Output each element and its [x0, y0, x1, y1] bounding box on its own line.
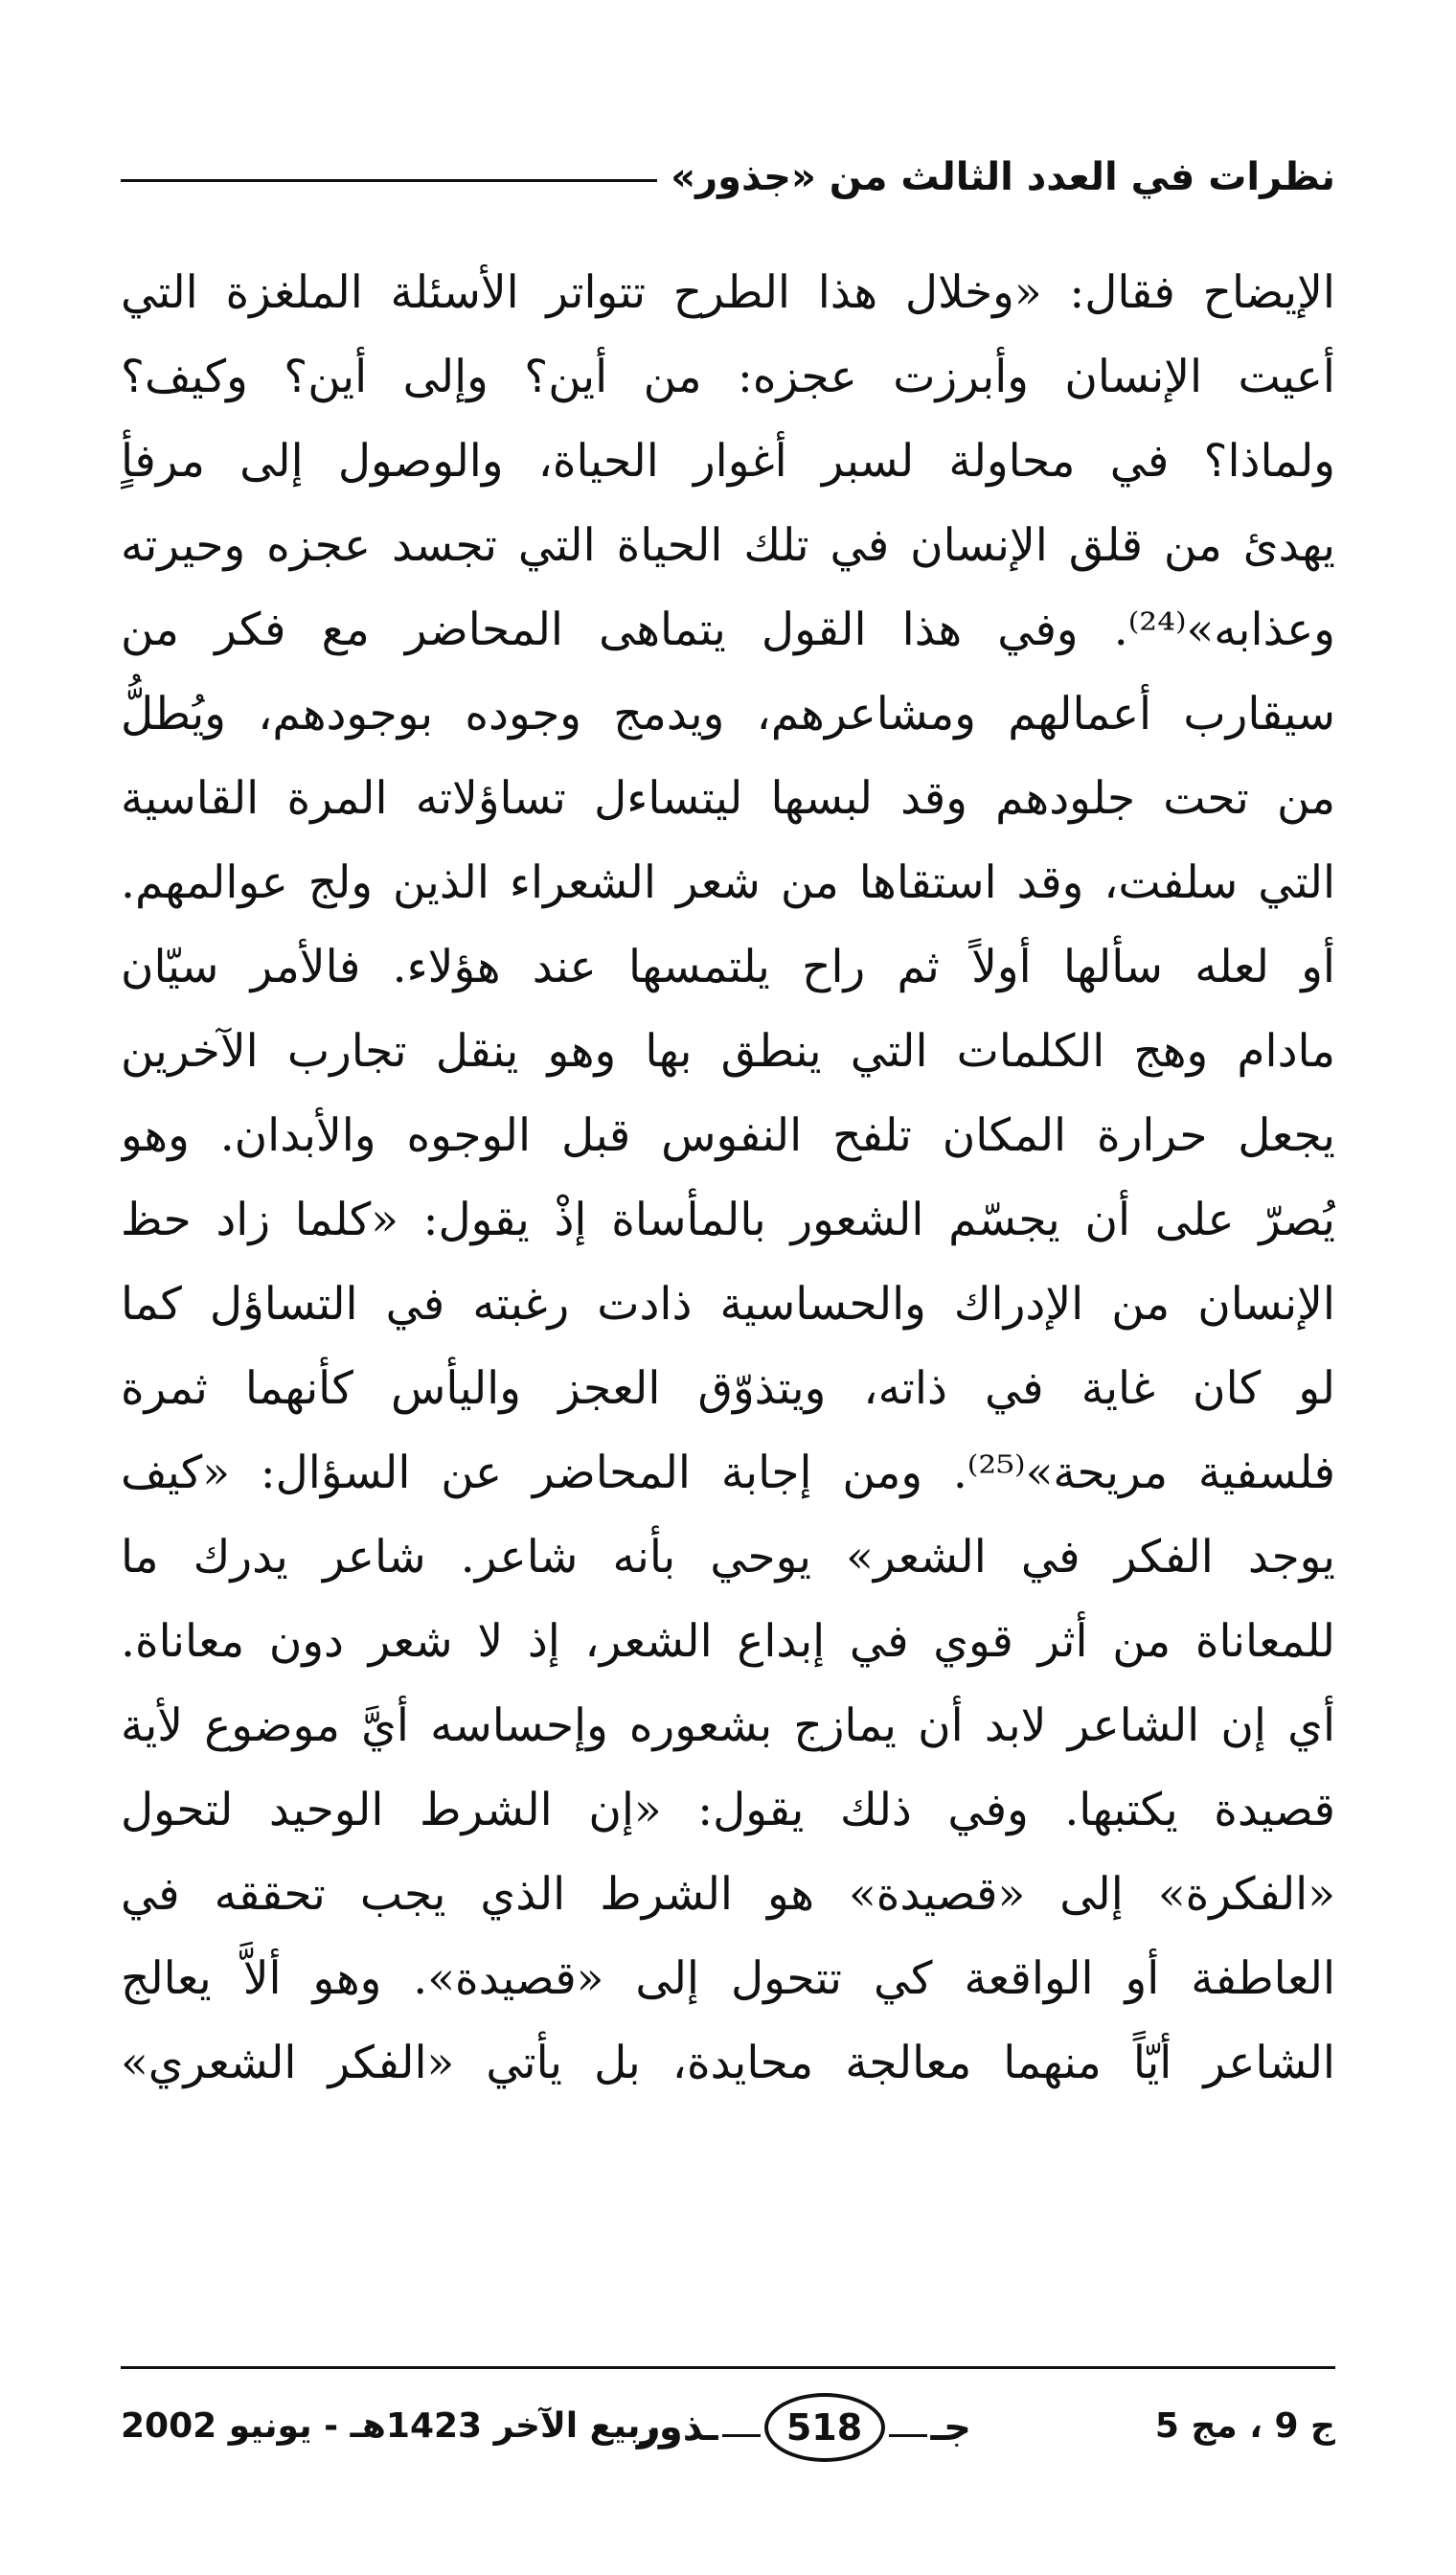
body-line: قصيدة يكتبها. وفي ذلك يقول: «إن الشرط الوحيد لتحول	[121, 1784, 1335, 1836]
body-line: لو كان غاية في ذاته، ويتذوّق العجز واليأس كأنهما ثمرة	[121, 1362, 1335, 1415]
issue-label: ج 9 ، مج 5	[1154, 2406, 1335, 2446]
journal-name-start: جـ	[930, 2405, 971, 2450]
body-line: ولماذا؟ في محاولة لسبر أغوار الحياة، والوصول إلى مرفأٍ	[121, 435, 1335, 488]
body-line: فلسفية مريحة»⁽²⁵⁾. ومن إجابة المحاضر عن السؤال: «كيف	[121, 1447, 1335, 1499]
footer-rule	[121, 2366, 1335, 2369]
journal-logo	[637, 2393, 971, 2462]
body-line: سيقارب أعمالهم ومشاعرهم، ويدمج وجوده بوجودهم، ويُطلُّ	[121, 688, 1335, 741]
journal-stroke	[889, 2434, 927, 2437]
body-line: «الفكرة» إلى «قصيدة» هو الشرط الذي يجب تحققه في	[121, 1868, 1335, 1921]
running-head	[121, 144, 1335, 211]
running-head-title: نظرات في العدد الثالث من «جذور»	[671, 155, 1335, 199]
journal-stroke	[722, 2434, 761, 2437]
issue-date: ربيع الآخر 1423هـ - يونيو 2002	[121, 2406, 661, 2446]
body-line: أعيت الإنسان وأبرزت عجزه: من أين؟ وإلى أين؟ وكيف؟	[121, 351, 1335, 403]
body-line: العاطفة أو الواقعة كي تتحول إلى «قصيدة». وهو ألاَّ يعالج	[121, 1952, 1335, 2005]
body-line: يهدئ من قلق الإنسان في تلك الحياة التي تجسد عجزه وحيرته	[121, 519, 1335, 572]
body-line: التي سلفت، وقد استقاها من شعر الشعراء الذين ولج عوالمهم.	[121, 856, 1335, 909]
body-line: يجعل حرارة المكان تلفح النفوس قبل الوجوه والأبدان. وهو	[121, 1109, 1335, 1162]
body-line: أي إن الشاعر لابد أن يمازج بشعوره وإحساسه أيَّ موضوع لأية	[121, 1699, 1335, 1752]
page-number: 518	[764, 2393, 885, 2462]
body-line: الإيضاح فقال: «وخلال هذا الطرح تتواتر الأسئلة الملغزة التي	[121, 266, 1335, 319]
body-line: يوجد الفكر في الشعر» يوحي بأنه شاعر. شاعر يدرك ما	[121, 1531, 1335, 1584]
body-line: يُصرّ على أن يجسّم الشعور بالمأساة إذْ يقول: «كلما زاد حظ	[121, 1194, 1335, 1246]
body-line: وعذابه»⁽²⁴⁾. وفي هذا القول يتماهى المحاضر مع فكر من	[121, 604, 1335, 656]
running-head-rule	[121, 179, 657, 182]
body-line: مادام وهج الكلمات التي ينطق بها وهو ينقل تجارب الآخرين	[121, 1025, 1335, 1078]
journal-name-end: ـذور	[636, 2405, 718, 2450]
body-line: الإنسان من الإدراك والحساسية ذادت رغبته في التساؤل كما	[121, 1278, 1335, 1331]
body-text	[121, 251, 1335, 2106]
body-line: من تحت جلودهم وقد لبسها ليتساءل تساؤلاته المرة القاسية	[121, 772, 1335, 825]
body-line: الشاعر أيّاً منهما معالجة محايدة، بل يأتي «الفكر الشعري»	[121, 2037, 1335, 2089]
body-line: أو لعله سألها أولاً ثم راح يلتمسها عند هؤلاء. فالأمر سيّان	[121, 941, 1335, 993]
page-footer	[121, 2385, 1335, 2472]
body-line: للمعاناة من أثر قوي في إبداع الشعر، إذ لا شعر دون معاناة.	[121, 1615, 1335, 1668]
